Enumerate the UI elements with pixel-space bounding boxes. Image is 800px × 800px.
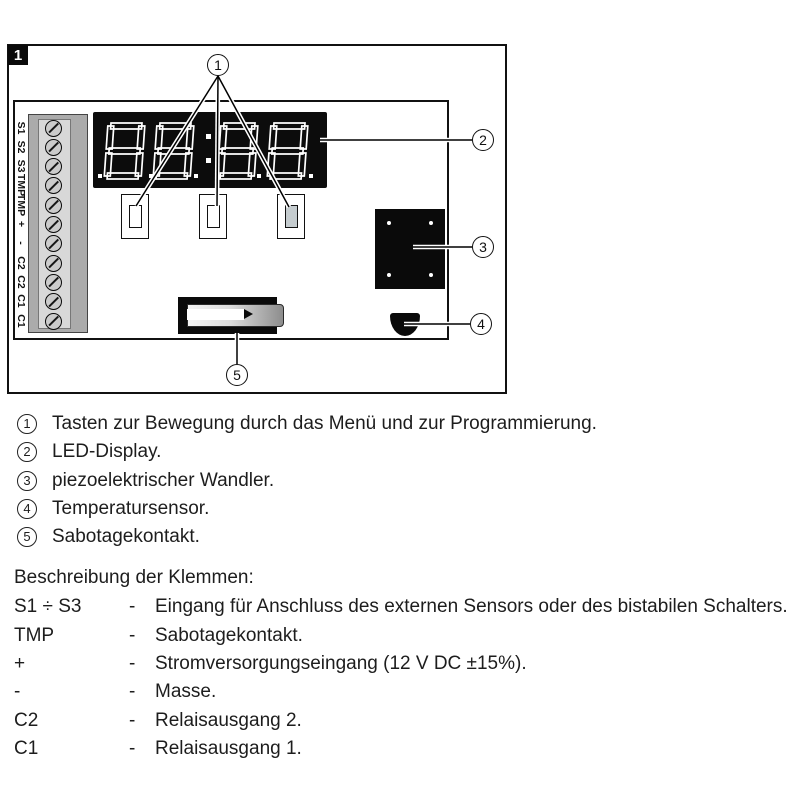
- terminal-label-tmp2: TMP: [15, 193, 27, 217]
- legend-item-5: [17, 523, 777, 551]
- led-display: [93, 112, 327, 188]
- callout-circle-2: 2: [472, 129, 494, 151]
- terminal-row-s1s3: [14, 593, 800, 621]
- button-cap: [285, 205, 298, 228]
- terminal-name: -: [14, 681, 21, 703]
- terminal-name: TMP: [14, 624, 55, 646]
- callout-circle-5: 5: [226, 364, 248, 386]
- terminal-description: Relaisausgang 1.: [155, 738, 302, 760]
- terminal-screw: [45, 139, 62, 156]
- terminal-label-s3: S3: [15, 159, 27, 173]
- terminal-label-c2b: C2: [15, 275, 27, 289]
- terminal-name: +: [14, 652, 26, 674]
- callout-circle-1: 1: [207, 54, 229, 76]
- terminal-row-plus: [14, 650, 800, 678]
- legend-item-1: [17, 410, 777, 438]
- terminal-label-s1: S1: [15, 121, 27, 135]
- callout-circle-4: 4: [470, 313, 492, 335]
- terminal-description: Eingang für Anschluss des externen Sensors oder des bistabilen Schalters.: [155, 596, 788, 618]
- tamper-contact-tip: [244, 309, 253, 319]
- legend-item-4: [17, 495, 777, 523]
- figure-legend: [17, 410, 777, 551]
- menu-button-1: [121, 194, 149, 239]
- terminal-label-c1b: C1: [15, 314, 27, 328]
- terminal-label-s2: S2: [15, 140, 27, 154]
- legend-label-3: piezoelektrischer Wandler.: [52, 469, 275, 491]
- menu-button-3: [277, 194, 305, 239]
- terminal-screw: [45, 216, 62, 233]
- menu-button-2: [199, 194, 227, 239]
- terminal-screw: [45, 197, 62, 214]
- separator-dash: -: [129, 624, 136, 646]
- terminal-label-c1a: C1: [15, 294, 27, 308]
- seven-segment-digits: [93, 112, 327, 188]
- terminal-label-c2a: C2: [15, 256, 27, 270]
- terminal-screw: [45, 158, 62, 175]
- terminal-description: Stromversorgungseingang (12 V DC ±15%).: [155, 652, 527, 674]
- terminal-label-tmp1: TMP: [15, 173, 27, 197]
- terminal-row-tmp: [14, 621, 800, 649]
- terminal-screw: [45, 255, 62, 272]
- tamper-contact-slot: [187, 309, 244, 320]
- legend-label-4: Temperatursensor.: [52, 498, 210, 520]
- terminal-description: Masse.: [155, 681, 217, 703]
- callout-circle-3: 3: [472, 236, 494, 258]
- button-cap: [129, 205, 142, 228]
- legend-label-1: Tasten zur Bewegung durch das Menü und zur Programmierung.: [52, 413, 597, 435]
- terminal-label-plus: +: [15, 220, 27, 228]
- legend-num-2: 2: [17, 442, 37, 462]
- terminal-name: C1: [14, 738, 39, 760]
- piezo-transducer: [375, 209, 445, 289]
- legend-num-1: 1: [17, 414, 37, 434]
- terminal-name: S1 ÷ S3: [14, 596, 82, 618]
- legend-label-2: LED-Display.: [52, 441, 162, 463]
- legend-item-2: [17, 438, 777, 466]
- legend-num-3: 3: [17, 471, 37, 491]
- button-cap: [207, 205, 220, 228]
- terminal-row-minus: [14, 678, 800, 706]
- terminals-table: [14, 593, 800, 763]
- legend-num-5: 5: [17, 527, 37, 547]
- legend-item-3: [17, 467, 777, 495]
- terminals-heading: Beschreibung der Klemmen:: [14, 567, 254, 588]
- separator-dash: -: [129, 709, 136, 731]
- legend-label-5: Sabotagekontakt.: [52, 526, 200, 548]
- terminal-name: C2: [14, 709, 39, 731]
- terminal-screw: [45, 120, 62, 137]
- separator-dash: -: [129, 652, 136, 674]
- terminal-row-c2: [14, 707, 800, 735]
- terminal-screw: [45, 313, 62, 330]
- terminal-label-minus: -: [15, 241, 27, 245]
- terminal-description: Relaisausgang 2.: [155, 709, 302, 731]
- legend-num-4: 4: [17, 499, 37, 519]
- separator-dash: -: [129, 738, 136, 760]
- terminal-description: Sabotagekontakt.: [155, 624, 303, 646]
- separator-dash: -: [129, 596, 136, 618]
- separator-dash: -: [129, 681, 136, 703]
- terminal-screw: [45, 274, 62, 291]
- terminal-row-c1: [14, 735, 800, 763]
- figure-number-badge: 1: [8, 45, 28, 65]
